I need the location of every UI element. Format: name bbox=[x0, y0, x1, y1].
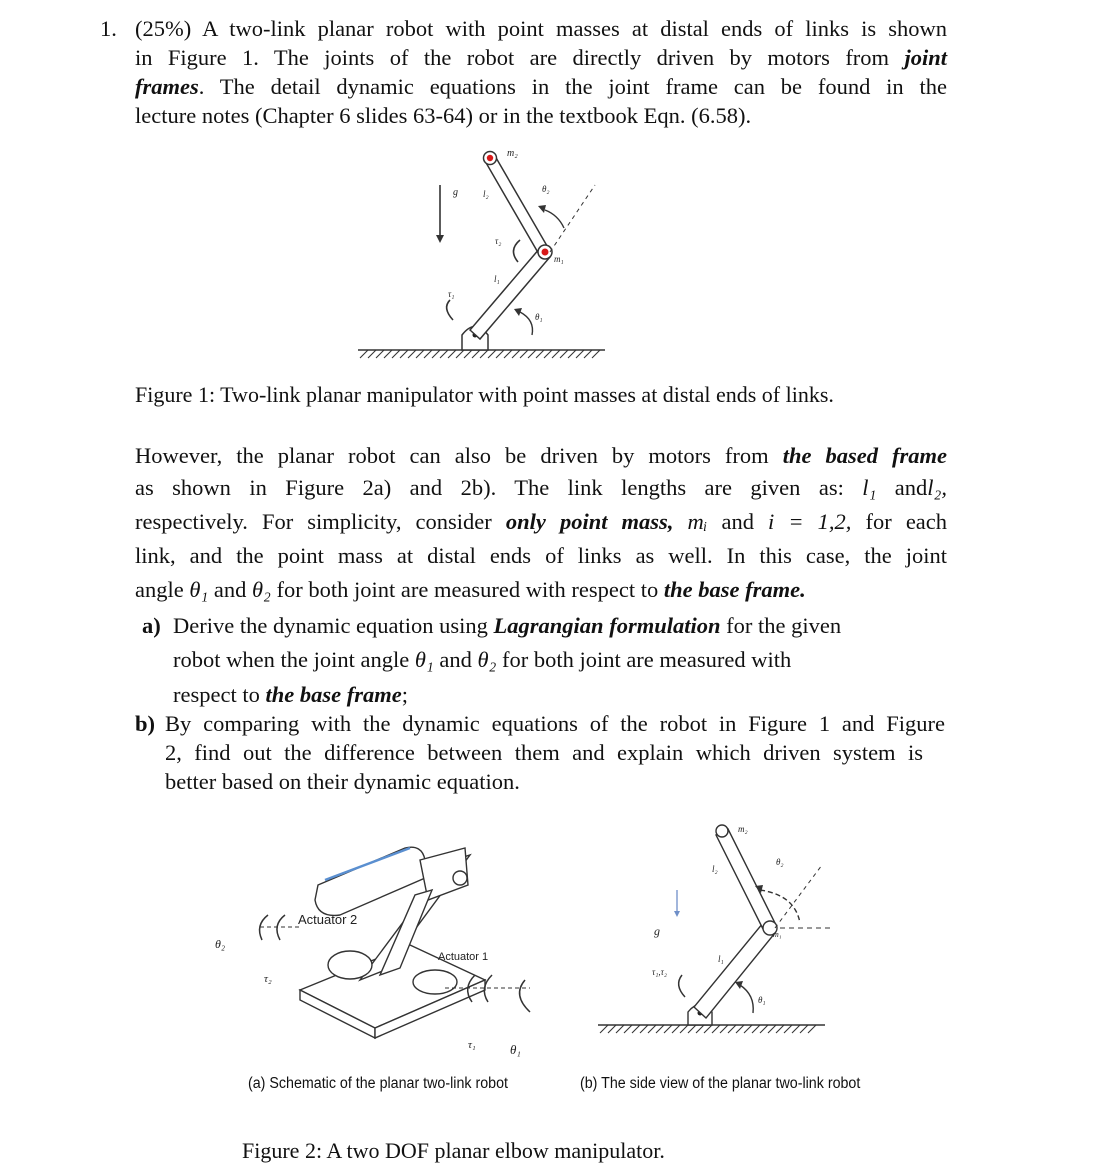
fig1-mass-2-dot bbox=[487, 155, 493, 161]
body-line-1 bbox=[135, 441, 947, 470]
fig2b-mass-2 bbox=[716, 825, 728, 837]
fig2a-elbow-joint bbox=[453, 871, 467, 885]
body-line-3-text: respectively. For simplicity, consider bbox=[135, 509, 492, 534]
body-only-point-mass-bold: only point mass, bbox=[505, 509, 674, 534]
intro-line-1: (25%) A two-link planar robot with point masses at distal ends of links is shown bbox=[135, 16, 947, 41]
fig1-label-g: g bbox=[453, 187, 458, 198]
body-theta1: θ₁ bbox=[189, 577, 209, 602]
part-a-line-2-text: robot when the joint angle bbox=[173, 647, 410, 672]
fig1-label-l2: l₂ bbox=[483, 189, 489, 199]
part-a-theta2: θ₂ bbox=[477, 647, 497, 672]
part-b-label bbox=[135, 709, 155, 738]
body-l1: l₁ bbox=[862, 475, 877, 500]
intro-line-2 bbox=[135, 43, 947, 72]
body-line-4: link, and the point mass at distal ends of links as well. In this case, the joint bbox=[135, 543, 947, 568]
part-a-line-3 bbox=[173, 680, 933, 709]
intro-frames-bold: frames bbox=[135, 74, 199, 99]
intro-line-3-text: . The detail dynamic equations in the joint frame can be found in the bbox=[198, 74, 947, 99]
fig2b-label-theta2: θ₂ bbox=[776, 857, 784, 867]
fig2a-label-actuator-1: Actuator 1 bbox=[438, 951, 489, 963]
figure-2a-subcaption: (a) Schematic of the planar two-link robot bbox=[248, 1075, 508, 1092]
body-line-5-text: for both joint are measured with respect to bbox=[276, 577, 659, 602]
fig1-dashed-extension bbox=[550, 185, 595, 252]
part-a-line-1-end: for the given bbox=[726, 613, 842, 638]
part-b-label-text: b) bbox=[135, 711, 156, 736]
body-and-1: and bbox=[894, 475, 928, 500]
fig1-label-theta2: θ₂ bbox=[542, 184, 550, 194]
fig1-theta2-arc bbox=[545, 210, 564, 228]
body-line-3 bbox=[135, 507, 947, 536]
part-a-line-2-end: for both joint are measured with bbox=[501, 647, 792, 672]
part-a-label bbox=[142, 611, 161, 640]
body-l2: l₂, bbox=[927, 475, 947, 500]
fig1-label-theta1: θ₁ bbox=[535, 312, 543, 322]
fig1-gravity-arrowhead bbox=[436, 235, 444, 243]
question-number: 1. bbox=[100, 16, 117, 41]
fig1-label-tau2: τ₂ bbox=[495, 236, 502, 246]
fig2a-theta1-arc-3 bbox=[520, 980, 530, 1012]
part-a-and: and bbox=[439, 647, 472, 672]
part-a-label-text: a) bbox=[142, 613, 161, 638]
body-and-3: and bbox=[213, 577, 247, 602]
body-angle-word: angle bbox=[135, 577, 184, 602]
fig2b-gravity-arrowhead bbox=[674, 911, 680, 917]
figure-2b-subcaption: (b) The side view of the planar two-link robot bbox=[580, 1075, 861, 1092]
body-line-2 bbox=[135, 473, 947, 502]
figure-2a-schematic bbox=[200, 830, 560, 1065]
fig2b-label-m2: m₂ bbox=[738, 824, 748, 834]
fig2b-theta1-arrowhead bbox=[735, 981, 743, 989]
part-b-line-1: By comparing with the dynamic equations of the robot in Figure 1 and Figure bbox=[165, 711, 945, 736]
fig2a-label-tau2: τ₂ bbox=[264, 973, 272, 985]
fig2b-ground-hatch bbox=[600, 1025, 816, 1033]
fig2b-tau-arc bbox=[679, 975, 685, 997]
part-a-lagrangian-bold: Lagrangian formulation bbox=[493, 613, 721, 638]
fig2a-label-actuator-2: Actuator 2 bbox=[298, 912, 358, 927]
intro-line-2-text: in Figure 1. The joints of the robot are directly driven by motors from bbox=[135, 45, 890, 70]
part-a-line-2 bbox=[173, 645, 933, 674]
intro-line-4: lecture notes (Chapter 6 slides 63-64) or in the textbook Eqn. (6.58). bbox=[135, 103, 752, 128]
body-base-frame-bold: the base frame bbox=[663, 577, 801, 602]
figure-1-caption: Figure 1: Two-link planar manipulator with point masses at distal ends of links. bbox=[135, 382, 834, 407]
fig2b-label-g: g bbox=[654, 924, 660, 938]
part-a-line-1 bbox=[173, 611, 933, 640]
body-line-1-text: However, the planar robot can also be driven by motors from bbox=[135, 443, 769, 468]
fig1-tau2-arc bbox=[513, 240, 520, 262]
fig2a-actuator-1-housing bbox=[413, 970, 457, 994]
fig1-label-m2: m₂ bbox=[507, 148, 518, 159]
body-and-2: and bbox=[721, 509, 754, 534]
fig2a-label-theta2: θ₂ bbox=[215, 937, 226, 951]
part-a-line-1-text: Derive the dynamic equation using bbox=[173, 613, 488, 638]
intro-joint-bold: joint bbox=[904, 45, 947, 70]
fig2b-label-m1: m₁ bbox=[773, 930, 782, 939]
fig2b-link-2 bbox=[716, 829, 776, 931]
fig2b-label-l2: l₂ bbox=[712, 864, 718, 874]
part-a-line-3-end: ; bbox=[401, 682, 408, 707]
part-b-line-3: better based on their dynamic equation. bbox=[165, 769, 520, 794]
fig1-label-l1: l₁ bbox=[494, 274, 500, 284]
fig2a-label-tau1: τ₁ bbox=[468, 1039, 476, 1051]
fig1-mass-1-dot bbox=[542, 249, 549, 256]
fig1-label-tau1: τ₁ bbox=[448, 289, 455, 299]
fig2b-theta1-arc bbox=[740, 985, 753, 1013]
fig2b-label-taus: τ₁,τ₂ bbox=[652, 967, 667, 977]
fig2a-actuator-2-housing bbox=[328, 951, 372, 979]
fig1-label-m1: m₁ bbox=[554, 254, 564, 264]
part-a-line-3-text: respect to bbox=[173, 682, 260, 707]
body-mi: mᵢ bbox=[687, 509, 708, 534]
body-line-5 bbox=[135, 575, 947, 604]
intro-line-3 bbox=[135, 72, 947, 101]
fig1-ground-hatch bbox=[360, 350, 600, 358]
body-theta2: θ₂ bbox=[251, 577, 271, 602]
fig2b-label-theta1: θ₁ bbox=[758, 995, 766, 1005]
figure-2b-side-view bbox=[590, 815, 850, 1055]
fig2b-label-l1: l₁ bbox=[718, 954, 724, 964]
part-a-base-frame-bold: the base frame bbox=[265, 682, 402, 707]
part-a-theta1: θ₁ bbox=[414, 647, 434, 672]
fig1-theta1-arc bbox=[520, 312, 533, 335]
figure-2-caption: Figure 2: A two DOF planar elbow manipulator. bbox=[242, 1138, 665, 1163]
fig2a-label-theta1: θ₁ bbox=[510, 1042, 521, 1057]
body-line-5-end: . bbox=[800, 577, 806, 602]
fig1-theta2-arrowhead bbox=[538, 205, 546, 213]
part-b-line-2: 2, find out the difference between them and explain which driven system is bbox=[165, 740, 923, 765]
fig1-link-1 bbox=[470, 248, 550, 339]
fig1-tau1-arc bbox=[447, 300, 453, 320]
body-line-3-end: for each bbox=[865, 509, 948, 534]
body-based-frame-bold: the based frame bbox=[782, 443, 948, 468]
body-line-2-text: as shown in Figure 2a) and 2b). The link lengths are given as: bbox=[135, 475, 844, 500]
body-i-values: i = 1,2, bbox=[768, 509, 852, 534]
figure-1-diagram bbox=[350, 140, 670, 365]
